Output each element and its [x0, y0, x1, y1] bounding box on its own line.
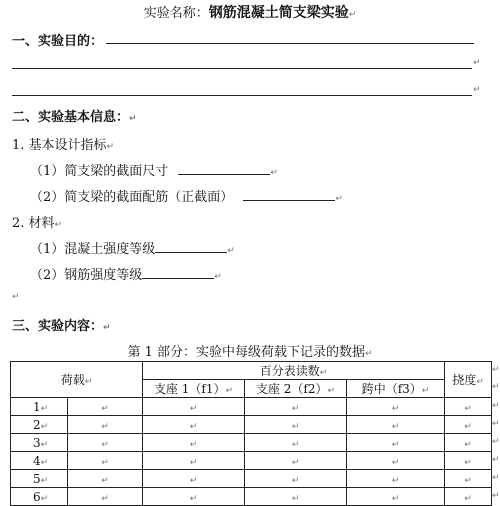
- content-heading: 三、实验内容：↵: [12, 319, 111, 334]
- data-cell[interactable]: ↵: [68, 416, 143, 434]
- data-cell[interactable]: ↵: [347, 434, 445, 452]
- paragraph-mark: ↵: [492, 455, 500, 465]
- row-index: 6↵: [11, 488, 68, 506]
- concrete-grade-field[interactable]: [155, 240, 227, 253]
- data-cell[interactable]: ↵: [245, 488, 347, 506]
- data-cell[interactable]: ↵: [143, 488, 245, 506]
- data-cell[interactable]: ↵: [445, 416, 492, 434]
- row-index: 1↵: [11, 398, 68, 416]
- paragraph-mark: ↵: [492, 419, 500, 429]
- paragraph-mark: ↵: [492, 401, 500, 411]
- experiment-title: [0, 2, 500, 22]
- paragraph-mark: ↵: [12, 292, 20, 302]
- paragraph-mark: ↵: [492, 437, 500, 447]
- data-cell[interactable]: ↵: [143, 452, 245, 470]
- data-cell[interactable]: ↵: [143, 434, 245, 452]
- data-cell[interactable]: ↵: [143, 416, 245, 434]
- data-cell[interactable]: ↵: [245, 416, 347, 434]
- header-midspan: 跨中（f3）↵: [347, 380, 445, 398]
- data-cell[interactable]: ↵: [245, 434, 347, 452]
- paragraph-mark: ↵: [473, 85, 481, 95]
- data-cell[interactable]: ↵: [68, 434, 143, 452]
- paragraph-mark: ↵: [473, 58, 481, 68]
- table-row: [11, 452, 492, 470]
- data-cell[interactable]: ↵: [445, 434, 492, 452]
- header-dial-gauge: 百分表读数↵: [143, 362, 445, 380]
- design-item-1: （1）简支梁的截面尺寸 ↵: [30, 164, 278, 179]
- row-index: 5↵: [11, 470, 68, 488]
- row-index: 2↵: [11, 416, 68, 434]
- steel-grade-field[interactable]: [142, 266, 214, 279]
- data-cell[interactable]: ↵: [347, 416, 445, 434]
- data-cell[interactable]: ↵: [143, 398, 245, 416]
- data-cell[interactable]: ↵: [68, 452, 143, 470]
- paragraph-mark: ↵: [492, 365, 500, 375]
- section-size-field[interactable]: [178, 162, 270, 175]
- data-cell[interactable]: ↵: [245, 470, 347, 488]
- header-load: 荷载↵: [11, 362, 143, 398]
- purpose-line-3[interactable]: [12, 95, 472, 96]
- data-cell[interactable]: ↵: [68, 488, 143, 506]
- purpose-line-2[interactable]: [12, 68, 472, 69]
- data-cell[interactable]: ↵: [68, 470, 143, 488]
- paragraph-mark: ↵: [492, 473, 500, 483]
- row-index: 4↵: [11, 452, 68, 470]
- design-item-2: （2）简支梁的截面配筋（正截面） ↵: [30, 190, 343, 205]
- title-value: 钢筋混凝土简支梁实验: [208, 5, 349, 21]
- materials-item-1: （1）混凝土强度等级 ↵: [30, 242, 235, 257]
- header-support-2: 支座 2（f2）↵: [245, 380, 347, 398]
- load-data-table: [10, 361, 492, 506]
- table-row: [11, 488, 492, 506]
- paragraph-mark: ↵: [492, 382, 500, 392]
- materials-item-2: （2）钢筋强度等级 ↵: [30, 268, 222, 283]
- data-cell[interactable]: ↵: [347, 398, 445, 416]
- data-cell[interactable]: ↵: [347, 488, 445, 506]
- data-cell[interactable]: ↵: [445, 488, 492, 506]
- basic-info-heading: 二、实验基本信息：↵: [12, 110, 137, 125]
- table-row: [11, 416, 492, 434]
- data-cell[interactable]: ↵: [245, 452, 347, 470]
- data-cell[interactable]: ↵: [445, 398, 492, 416]
- data-cell[interactable]: ↵: [143, 470, 245, 488]
- header-deflection: 挠度↵: [445, 362, 492, 398]
- data-cell[interactable]: ↵: [347, 470, 445, 488]
- table-caption: 第 1 部分：实验中每级荷载下记录的数据↵: [127, 345, 373, 360]
- purpose-line-1[interactable]: [106, 43, 474, 44]
- table-row: [11, 398, 492, 416]
- header-support-1: 支座 1（f1）↵: [143, 380, 245, 398]
- table-row: [11, 434, 492, 452]
- paragraph-mark: ↵: [348, 10, 357, 20]
- materials-label: 2. 材料↵: [12, 216, 63, 231]
- paragraph-mark: ↵: [492, 491, 500, 501]
- table-body: [11, 398, 492, 506]
- row-index: 3↵: [11, 434, 68, 452]
- reinforcement-field[interactable]: [243, 188, 335, 201]
- data-cell[interactable]: ↵: [68, 398, 143, 416]
- title-label: 实验名称：: [143, 6, 209, 21]
- design-label: 1. 基本设计指标↵: [12, 138, 115, 153]
- table-row: [11, 470, 492, 488]
- data-cell[interactable]: ↵: [347, 452, 445, 470]
- data-cell[interactable]: ↵: [245, 398, 347, 416]
- purpose-heading: 一、实验目的：: [12, 34, 104, 49]
- data-cell[interactable]: ↵: [445, 452, 492, 470]
- data-cell[interactable]: ↵: [445, 470, 492, 488]
